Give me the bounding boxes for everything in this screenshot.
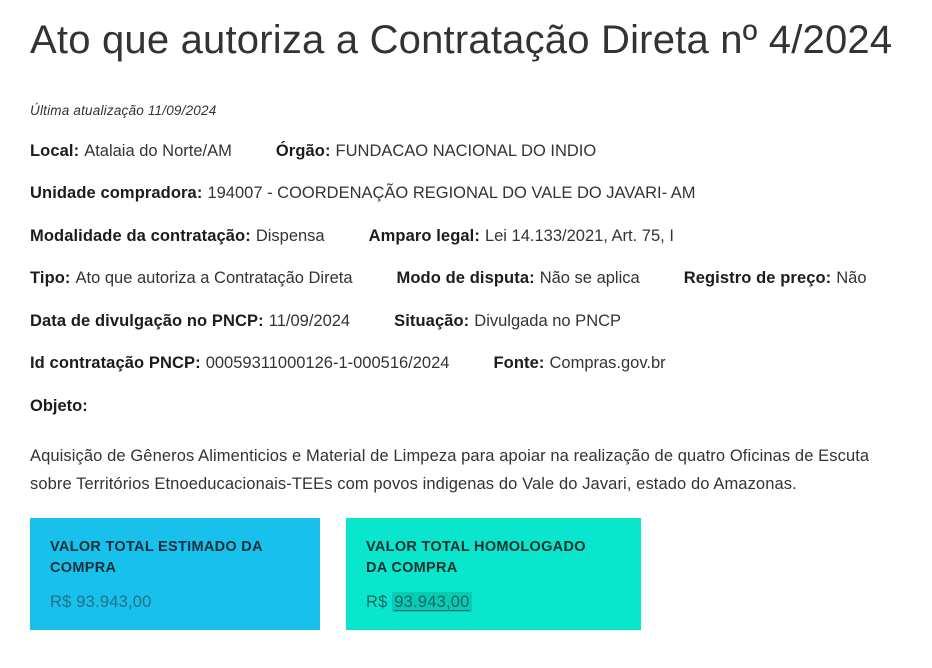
field-row-id-fonte <box>30 354 902 373</box>
field-situacao <box>394 312 621 331</box>
field-value: Divulgada no PNCP <box>474 311 622 330</box>
field-row-tipo-disputa-registro <box>30 269 902 288</box>
currency-prefix: R$ <box>50 592 72 611</box>
field-row-modalidade-amparo <box>30 227 902 246</box>
field-modalidade <box>30 227 325 246</box>
amount-text: 93.943,00 <box>76 592 152 611</box>
field-label: Unidade compradora: <box>30 184 203 203</box>
field-unidade-compradora <box>30 184 696 203</box>
field-value: Não se aplica <box>539 269 640 288</box>
objeto-text: Aquisição de Gêneros Alimenticios e Material de Limpeza para apoiar na realização de quatro Oficinas de Escuta sobre Territórios Etnoeducacionais-TEEs com povos indigenas do Vale do Javari, estado do Amazonas. <box>30 446 870 493</box>
field-label: Modo de disputa: <box>396 269 535 288</box>
homologated-value-card <box>346 518 641 630</box>
field-label: Registro de preço: <box>683 269 832 288</box>
objeto-label: Objeto: <box>30 396 88 415</box>
field-registro-preco <box>684 269 867 288</box>
field-label: Modalidade da contratação: <box>30 226 251 245</box>
field-label: Amparo legal: <box>368 226 480 245</box>
field-row-unidade-compradora <box>30 184 902 203</box>
field-tipo <box>30 269 353 288</box>
field-label: Órgão: <box>275 141 331 160</box>
currency-prefix: R$ <box>366 592 388 611</box>
field-amparo-legal <box>369 227 674 246</box>
field-label: Situação: <box>394 311 470 330</box>
field-id-contratacao <box>30 354 449 373</box>
field-fonte <box>493 354 665 373</box>
field-value: Lei 14.133/2021, Art. 75, I <box>484 226 674 245</box>
info-rows <box>30 142 902 374</box>
field-modo-disputa <box>397 269 640 288</box>
field-value: 194007 - COORDENAÇÃO REGIONAL DO VALE DO JAVARI- AM <box>207 184 696 203</box>
field-value: Atalaia do Norte/AM <box>84 141 232 160</box>
homologated-value-card-title: VALOR TOTAL HOMOLOGADO DA COMPRA <box>366 538 586 577</box>
field-value: FUNDACAO NACIONAL DO INDIO <box>335 141 597 160</box>
field-value: Dispensa <box>255 226 325 245</box>
field-value: 11/09/2024 <box>268 311 351 330</box>
value-cards <box>30 518 902 630</box>
field-label: Data de divulgação no PNCP: <box>30 311 264 330</box>
amount-text-highlighted[interactable]: 93.943,00 <box>394 592 470 611</box>
estimated-value-amount <box>50 593 300 612</box>
field-label: Tipo: <box>30 269 71 288</box>
estimated-value-card-title: VALOR TOTAL ESTIMADO DA COMPRA <box>50 538 263 577</box>
field-value: Compras.gov.br <box>549 354 666 373</box>
field-value: Não <box>836 269 867 288</box>
last-update-text: Última atualização 11/09/2024 <box>30 102 217 118</box>
field-row-data-situacao <box>30 312 902 331</box>
field-row-local-orgao <box>30 142 902 161</box>
field-local <box>30 142 232 161</box>
field-label: Fonte: <box>493 354 545 373</box>
estimated-value-card <box>30 518 320 630</box>
field-value: 00059311000126-1-000516/2024 <box>205 354 450 373</box>
field-label: Id contratação PNCP: <box>30 354 201 373</box>
field-orgao <box>276 142 596 161</box>
field-label: Local: <box>30 141 80 160</box>
field-value: Ato que autoriza a Contratação Direta <box>75 269 353 288</box>
page-title: Ato que autoriza a Contratação Direta nº 4/2024 <box>30 18 893 62</box>
field-data-divulgacao <box>30 312 350 331</box>
homologated-value-amount <box>366 593 621 612</box>
